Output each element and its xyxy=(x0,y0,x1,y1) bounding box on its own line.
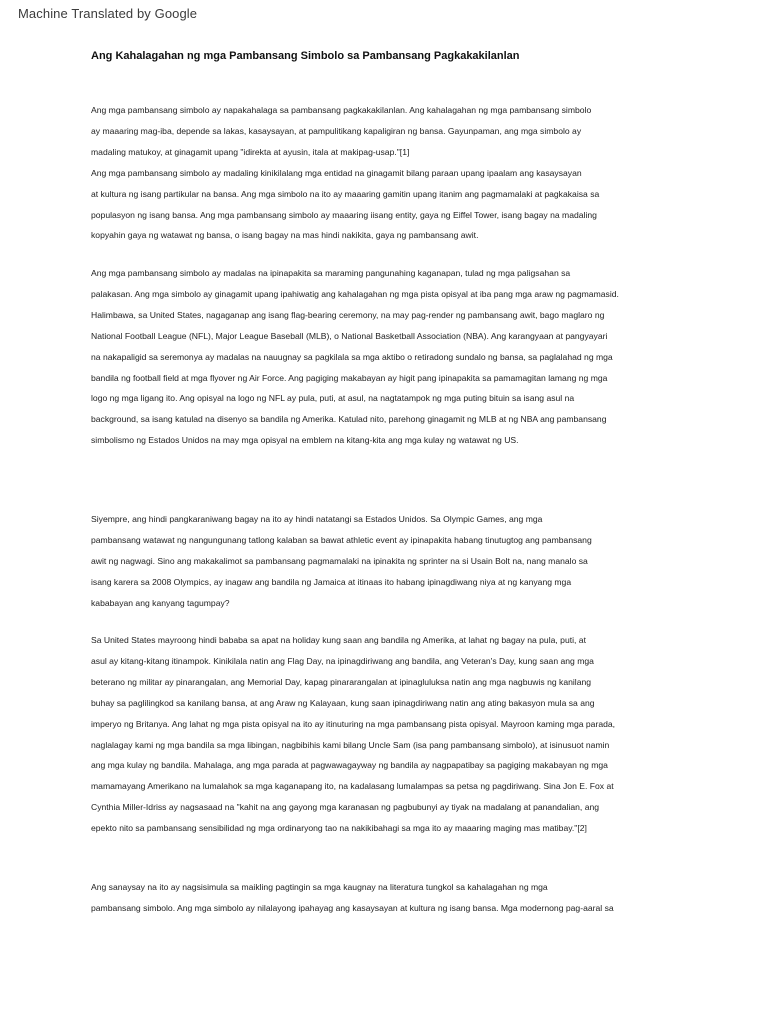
text-line: isang karera sa 2008 Olympics, ay inagaw ang bandila ng Jamaica at itinaas ito habang ipinagdiwang niya at ng kanyang mga xyxy=(91,576,572,587)
text-line: epekto nito sa pambansang sensibilidad ng mga ordinaryong tao na nakikibahagi sa mga ito ay maaaring maging mas matibay."[2] xyxy=(91,823,587,834)
text-line: buhay sa paglilingkod sa kanilang bansa, at ang Araw ng Kalayaan, kung saan ipinagdiriwang natin ang ating bakasyon mula sa ang xyxy=(91,697,595,708)
text-line: Ang mga pambansang simbolo ay napakahalaga sa pambansang pagkakakilanlan. Ang kahalagahan ng mga pambansang simbolo xyxy=(91,105,592,115)
text-line: Ang sanaysay na ito ay nagsisimula sa maikling pagtingin sa mga kaugnay na literatura tungkol sa kahalagahan ng mga xyxy=(91,882,548,892)
text-line: asul ay kitang-kitang itinampok. Kinikilala natin ang Flag Day, na ipinagdiriwang ang bandila, ang Veteran's Day, kung saan ang mga xyxy=(91,655,594,666)
text-line: Ang mga pambansang simbolo ay madalas na ipinapakita sa maraming pangunahing kaganapan, tulad ng mga paligsahan sa xyxy=(91,268,571,278)
text-line: kababayan ang kanyang tagumpay? xyxy=(91,597,230,608)
text-line: Sa United States mayroong hindi bababa sa apat na holiday kung saan ang bandila ng Amerika, at lahat ng bagay na pula, puti, at xyxy=(91,635,586,645)
text-line: background, sa isang katulad na disenyo sa bandila ng Amerika. Katulad nito, parehong ginagamit ng MLB at ng NBA ang pambansang xyxy=(91,414,607,425)
text-line: palakasan. Ang mga simbolo ay ginagamit upang ipahiwatig ang kahalagahan ng mga pista opisyal at iba pang mga araw ng pagmamasid. xyxy=(91,288,619,299)
paragraph-olympics xyxy=(91,509,691,614)
text-line: Halimbawa, sa United States, nagaganap ang isang flag-bearing ceremony, na may pag-render ng pambansang awit, bago maglaro ng xyxy=(91,309,605,320)
text-line: kopyahin gaya ng watawat ng bansa, o isang bagay na mas hindi nakikita, gaya ng pambansang awit. xyxy=(91,230,479,241)
text-line: populasyon ng isang bansa. Ang mga pambansang simbolo ay maaaring iisang entity, gaya ng Eiffel Tower, isang bagay na madaling xyxy=(91,209,597,220)
paragraph-us-holidays xyxy=(91,630,691,839)
text-line: National Football League (NFL), Major League Baseball (MLB), o National Basketball Association (NBA). Ang karangyaan at pangyayari xyxy=(91,330,608,341)
document-title: Ang Kahalagahan ng mga Pambansang Simbolo sa Pambansang Pagkakakilanlan xyxy=(91,50,520,62)
paragraph-intro xyxy=(91,100,691,246)
text-line: Siyempre, ang hindi pangkaraniwang bagay na ito ay hindi natatangi sa Estados Unidos. Sa Olympic Games, ang mga xyxy=(91,514,543,524)
paragraph-sports-events xyxy=(91,263,691,451)
text-line: simbolismo ng Estados Unidos na may mga opisyal na emblem na kitang-kita ang mga kulay ng watawat ng US. xyxy=(91,435,519,446)
text-line: awit ng nagwagi. Sino ang makakalimot sa pambansang pagmamalaki na ipinakita ng sprinter na si Usain Bolt na, nang manalo sa xyxy=(91,555,588,566)
text-line: na nakapaligid sa seremonya ay madalas na nauugnay sa pagkilala sa mga aktibo o retiradong sundalo ng bansa, sa paglalahad ng mga xyxy=(91,351,613,362)
text-line: ay maaaring mag-iba, depende sa lakas, kasaysayan, at pampulitikang kapaligiran ng bansa. Gayunpaman, ang mga simbolo ay xyxy=(91,125,582,136)
text-line: bandila ng football field at mga flyover ng Air Force. Ang pagiging makabayan ay higit pang ipinapakita sa pamamagitan lamang ng mga xyxy=(91,372,608,383)
text-line: madaling matukoy, at ginagamit upang "idirekta at ayusin, itala at makipag-usap."[1] xyxy=(91,146,410,157)
text-line: Ang mga pambansang simbolo ay madaling kinikilalang mga entidad na ginagamit bilang paraan upang ipaalam ang kasaysayan xyxy=(91,167,582,178)
text-line: logo ng mga ligang ito. Ang opisyal na logo ng NFL ay pula, puti, at asul, na nagtatampok ng mga puting bituin sa isang asul na xyxy=(91,393,575,404)
machine-translation-banner: Machine Translated by Google xyxy=(18,6,198,21)
text-line: mamamayang Amerikano na lumalahok sa mga kaganapang ito, na kadalasang lumalampas sa petsa ng pagdiriwang. Sina Jon E. Fox at xyxy=(91,781,614,792)
text-line: imperyo ng Britanya. Ang lahat ng mga pista opisyal na ito ay itinuturing na mga pambansang pista opisyal. Mayroon kaming mga parada, xyxy=(91,718,616,729)
text-line: Cynthia Miller-Idriss ay nagsasaad na "kahit na ang gayong mga karanasan ng pagbubunyi ay tiyak na madalang at panandalian, ang xyxy=(91,802,600,813)
text-line: ang mga kulay ng bandila. Mahalaga, ang mga parada at pagwawagayway ng bandila ay nagpapatibay sa pagiging makabayan ng mga xyxy=(91,760,608,771)
text-line: at kultura ng isang partikular na bansa. Ang mga simbolo na ito ay maaaring gamitin upang itanim ang pagmamalaki at pagkakaisa sa xyxy=(91,188,600,199)
text-line: pambansang simbolo. Ang mga simbolo ay nilalayong ipahayag ang kasaysayan at kultura ng isang bansa. Mga modernong pag-aaral sa xyxy=(91,902,614,913)
paragraph-essay-overview xyxy=(91,877,691,919)
text-line: naglalagay kami ng mga bandila sa mga libingan, nagbibihis kami bilang Uncle Sam (isa pang pambansang simbolo), at isinusuot namin xyxy=(91,739,610,750)
text-line: beterano ng militar ay pinarangalan, ang Memorial Day, kapag pinararangalan at ipinagluluksa natin ang mga nagbuwis ng kanilang xyxy=(91,676,592,687)
text-line: pambansang watawat ng nangungunang tatlong kalaban sa bawat athletic event ay ipinapakita habang tinutugtog ang pambansang xyxy=(91,534,592,545)
